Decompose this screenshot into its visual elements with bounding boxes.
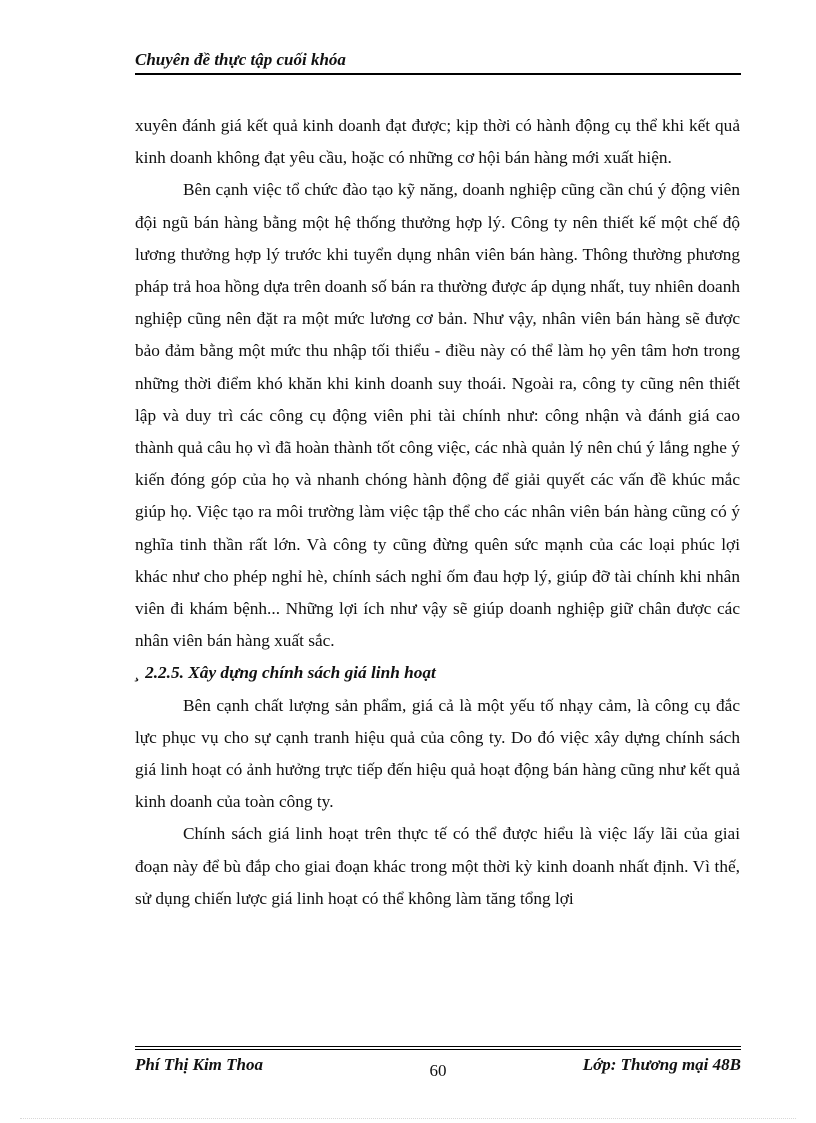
paragraph-flexible-pricing: Chính sách giá linh hoạt trên thực tế có thể được hiểu là việc lấy lãi của giai đoạn này để bù đắp cho giai đoạn khác trong một thời kỳ kinh doanh nhất định. Vì thế, sử dụng chiến lược giá linh hoạt có thể không làm tăng tổng lợi xyxy=(135,824,740,908)
header-rule xyxy=(135,73,741,75)
footer-class: Lớp: Thương mại 48B xyxy=(582,1055,741,1074)
header-title: Chuyên đề thực tập cuối khóa xyxy=(135,50,346,69)
footer-row xyxy=(135,1055,741,1081)
page-footer xyxy=(135,1046,741,1081)
footer-author: Phí Thị Kim Thoa xyxy=(135,1055,263,1074)
document-body xyxy=(135,110,740,915)
paragraph-continuation: xuyên đánh giá kết quả kinh doanh đạt được; kịp thời có hành động cụ thể khi kết quả kinh doanh không đạt yêu cầu, hoặc có những cơ hội bán hàng mới xuất hiện. xyxy=(135,116,740,168)
footer-rule-secondary xyxy=(135,1049,741,1050)
paragraph-sales-motivation: Bên cạnh việc tổ chức đào tạo kỹ năng, doanh nghiệp cũng cần chú ý động viên đội ngũ bán hàng bằng một hệ thống thưởng hợp lý. Công ty nên thiết kế một chế độ lương thưởng hợp lý trước khi tuyển dụng nhân viên bán hàng. Thông thường phương pháp trả hoa hồng dựa trên doanh số bán ra thường được áp dụng nhất, tuy nhiên doanh nghiệp cũng nên đặt ra một mức lương cơ bản. Như vậy, nhân viên bán hàng sẽ được bảo đảm bằng một mức thu nhập tối thiểu - điều này có thể làm họ yên tâm hơn trong những thời điểm khó khăn khi kinh doanh suy thoái. Ngoài ra, công ty cũng nên thiết lập và duy trì các công cụ động viên phi tài chính như: công nhận và đánh giá cao thành quả câu họ vì đã hoàn thành tốt công việc, các nhà quản lý nên chú ý lắng nghe ý kiến đóng góp của họ và nhanh chóng hành động để giải quyết các vấn đề khúc mắc giúp họ. Việc tạo ra môi trường làm việc tập thể cho các nhân viên bán hàng cũng có ý nghĩa tinh thần rất lớn. Và công ty cũng đừng quên sức mạnh của các loại phúc lợi khác như cho phép nghỉ hè, chính sách nghỉ ốm đau hợp lý, giúp đỡ tài chính khi nhân viên đi khám bệnh... Những lợi ích như vậy sẽ giúp doanh nghiệp giữ chân được các nhân viên bán hàng xuất sắc. xyxy=(135,180,740,651)
page-header xyxy=(135,49,741,75)
footer-rule xyxy=(135,1046,741,1047)
paragraph-pricing-intro: Bên cạnh chất lượng sản phẩm, giá cả là một yếu tố nhạy cảm, là công cụ đắc lực phục vụ cho sự cạnh tranh hiệu quả của công ty. Do đó việc xây dựng chính sách giá linh hoạt có ảnh hưởng trực tiếp đến hiệu quả hoạt động bán hàng cũng như kết quả kinh doanh của toàn công ty. xyxy=(135,695,740,812)
page-bottom-border xyxy=(20,1118,796,1119)
section-heading: ¸ 2.2.5. Xây dựng chính sách giá linh hoạt xyxy=(135,663,436,683)
page-number: 60 xyxy=(429,1061,447,1080)
